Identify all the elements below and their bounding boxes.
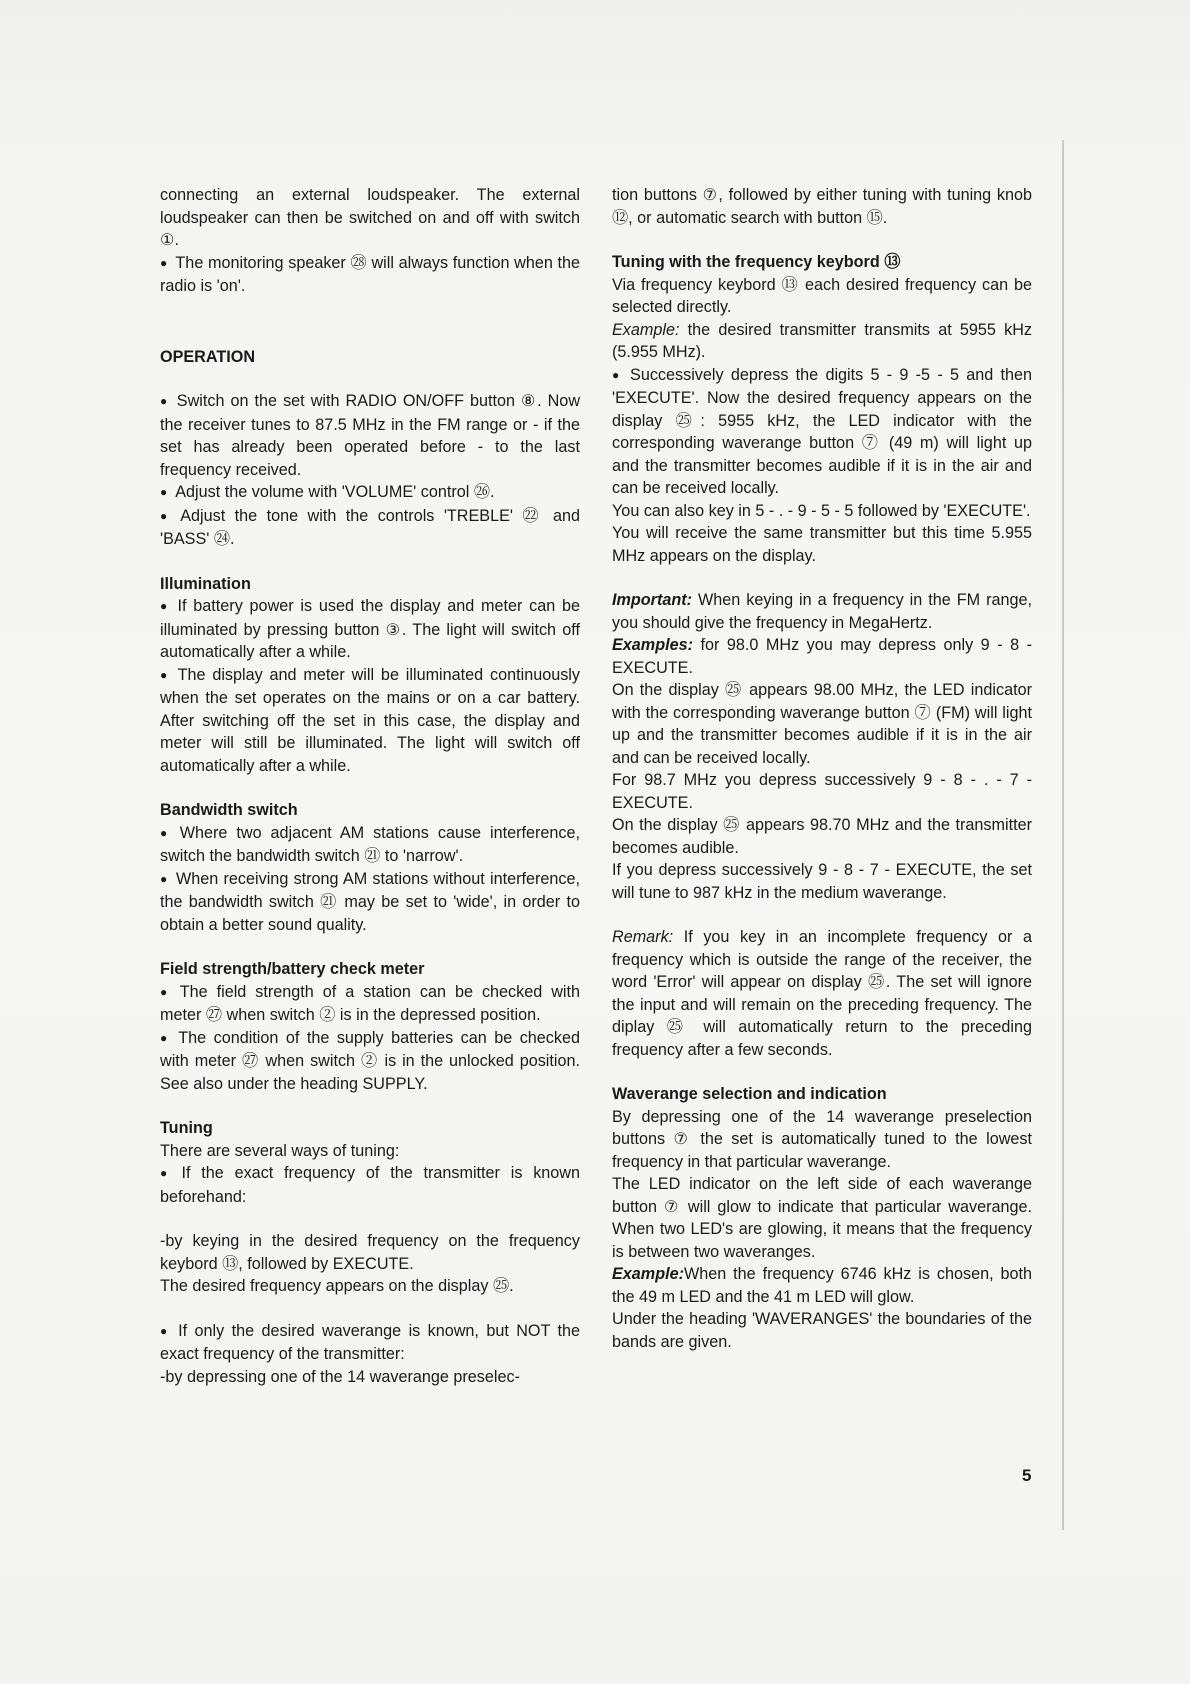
important-label: Important:: [612, 591, 693, 609]
fm-display-1: On the display ㉕ appears 98.00 MHz, the LED indicator with the corresponding waverange button ⑦ (FM) will light up and the transmitter becomes audible if it is in the air and can be received locally.: [612, 681, 1032, 767]
keybord-same-transmitter: You will receive the same transmitter but this time 5.955 MHz appears on the display.: [612, 524, 1032, 565]
operation-heading: OPERATION: [160, 347, 256, 366]
monitor-speaker-bullet: ● The monitoring speaker ㉘ will always function when the radio is 'on'.: [160, 252, 580, 298]
right-column: [612, 184, 1032, 1353]
tuning-intro: There are several ways of tuning:: [160, 1141, 400, 1160]
keybord-heading: Tuning with the frequency keybord ⑬: [612, 253, 901, 271]
preselection-continued: tion buttons ⑦, followed by either tuning with tuning knob ⑫, or automatic search with button ⑮.: [612, 186, 1032, 227]
illumination-heading: Illumination: [160, 574, 251, 593]
example-label: Example:: [612, 320, 680, 339]
examples-text: for 98.0 MHz you may depress only 9 - 8 - EXECUTE.: [612, 636, 1032, 677]
remark-label: Remark:: [612, 928, 674, 946]
mw-note: If you depress successively 9 - 8 - 7 - EXECUTE, the set will tune to 987 kHz in the medium waverange.: [612, 861, 1032, 902]
page-number: 5: [1022, 1466, 1032, 1485]
example-2-label: Example:: [612, 1265, 684, 1283]
fm-display-2: On the display ㉕ appears 98.70 MHz and the transmitter becomes audible.: [612, 816, 1032, 857]
tuning-heading: Tuning: [160, 1119, 213, 1137]
bandwidth-bullet-1: ● Where two adjacent AM stations cause interference, switch the bandwidth switch ㉑ to 'narrow'.: [160, 822, 580, 868]
waverange-preselection: By depressing one of the 14 waverange preselection buttons ⑦ the set is automatically tuned to the lowest frequency in that particular waverange.: [612, 1107, 1032, 1171]
tuning-bullet-waverange: ● If only the desired waverange is known, but NOT the exact frequency of the transmitter:: [160, 1320, 580, 1366]
remark-text: If you key in an incomplete frequency or a frequency which is outside the range of the receiver, the word 'Error' will appear on display ㉕. The set will ignore the input and will remain on the preceding frequency. The diplay ㉕ will automatically return to the preceding frequency after a few seconds.: [612, 928, 1032, 1059]
field-strength-heading: Field strength/battery check meter: [160, 960, 425, 978]
important-note: [612, 589, 1032, 634]
example-2: [612, 1263, 1032, 1308]
keybord-intro: Via frequency keybord ⑬ each desired frequency can be selected directly.: [612, 275, 1032, 316]
examples-label: Examples:: [612, 636, 693, 654]
waverange-led: The LED indicator on the left side of each waverange button ⑦ will glow to indicate that particular waverange. When two LED's are glowing, it means that the frequency is between two waveranges.: [612, 1175, 1032, 1261]
examples-note: [612, 634, 1032, 679]
left-column: [160, 184, 580, 1388]
keybord-alt-keying: You can also key in 5 - . - 9 - 5 - 5 followed by 'EXECUTE'.: [612, 501, 1031, 520]
tuning-bullet-known: ● If the exact frequency of the transmitter is known beforehand:: [160, 1162, 580, 1208]
example-2-text: When the frequency 6746 kHz is chosen, both the 49 m LED and the 41 m LED will glow.: [612, 1265, 1032, 1306]
bandwidth-heading: Bandwidth switch: [160, 801, 298, 819]
page-edge-rule: [1062, 140, 1064, 1530]
waverange-heading: Waverange selection and indication: [612, 1085, 887, 1103]
field-strength-bullet-1: ● The field strength of a station can be checked with meter ㉗ when switch ② is in the depressed position.: [160, 981, 580, 1027]
operation-bullet-1: ● Switch on the set with RADIO ON/OFF button ⑧. Now the receiver tunes to 87.5 MHz in the FM range or - if the set has already been operated before - to the last frequency received.: [160, 390, 580, 481]
example-1: [612, 319, 1032, 364]
fm-keying-2: For 98.7 MHz you depress successively 9 - 8 - . - 7 - EXECUTE.: [612, 771, 1032, 812]
example-text: the desired transmitter transmits at 5955 kHz (5.955 MHz).: [612, 320, 1032, 361]
important-text: When keying in a frequency in the FM range, you should give the frequency in MegaHertz.: [612, 591, 1032, 632]
waverange-boundaries: Under the heading 'WAVERANGES' the boundaries of the bands are given.: [612, 1310, 1032, 1351]
keybord-bullet: ● Successively depress the digits 5 - 9 -5 - 5 and then 'EXECUTE'. Now the desired frequency appears on the display ㉕: 5955 kHz, the LED indicator with the corresponding waverange button ⑦ (49 m) will light up and the transmitter becomes audible if it is in the air and can be received locally.: [612, 364, 1032, 500]
field-strength-bullet-2: ● The condition of the supply batteries can be checked with meter ㉗ when switch ② is in the unlocked position. See also under the heading SUPPLY.: [160, 1027, 580, 1096]
illumination-bullet-1: ● If battery power is used the display and meter can be illuminated by pressing button ③. The light will switch off automatically after a while.: [160, 595, 580, 664]
bandwidth-bullet-2: ● When receiving strong AM stations without interference, the bandwidth switch ㉑ may be set to 'wide', in order to obtain a better sound quality.: [160, 868, 580, 937]
tuning-display: The desired frequency appears on the display ㉕.: [160, 1277, 514, 1295]
tuning-preselection: -by depressing one of the 14 waverange preselec-: [160, 1367, 520, 1386]
operation-bullet-2: ● Adjust the volume with 'VOLUME' control ㉖.: [160, 481, 580, 505]
remark-note: [612, 926, 1032, 1061]
intro-paragraph: connecting an external loudspeaker. The external loudspeaker can then be switched on and off with switch ①.: [160, 186, 580, 249]
tuning-keying: -by keying in the desired frequency on the frequency keybord ⑬, followed by EXECUTE.: [160, 1232, 580, 1273]
operation-bullet-3: ● Adjust the tone with the controls 'TREBLE' ㉒ and 'BASS' ㉔.: [160, 505, 580, 551]
illumination-bullet-2: ● The display and meter will be illuminated continuously when the set operates on the mains or on a car battery. After switching off the set in this case, the display and meter will still be illuminated. The light will switch off automatically after a while.: [160, 664, 580, 778]
